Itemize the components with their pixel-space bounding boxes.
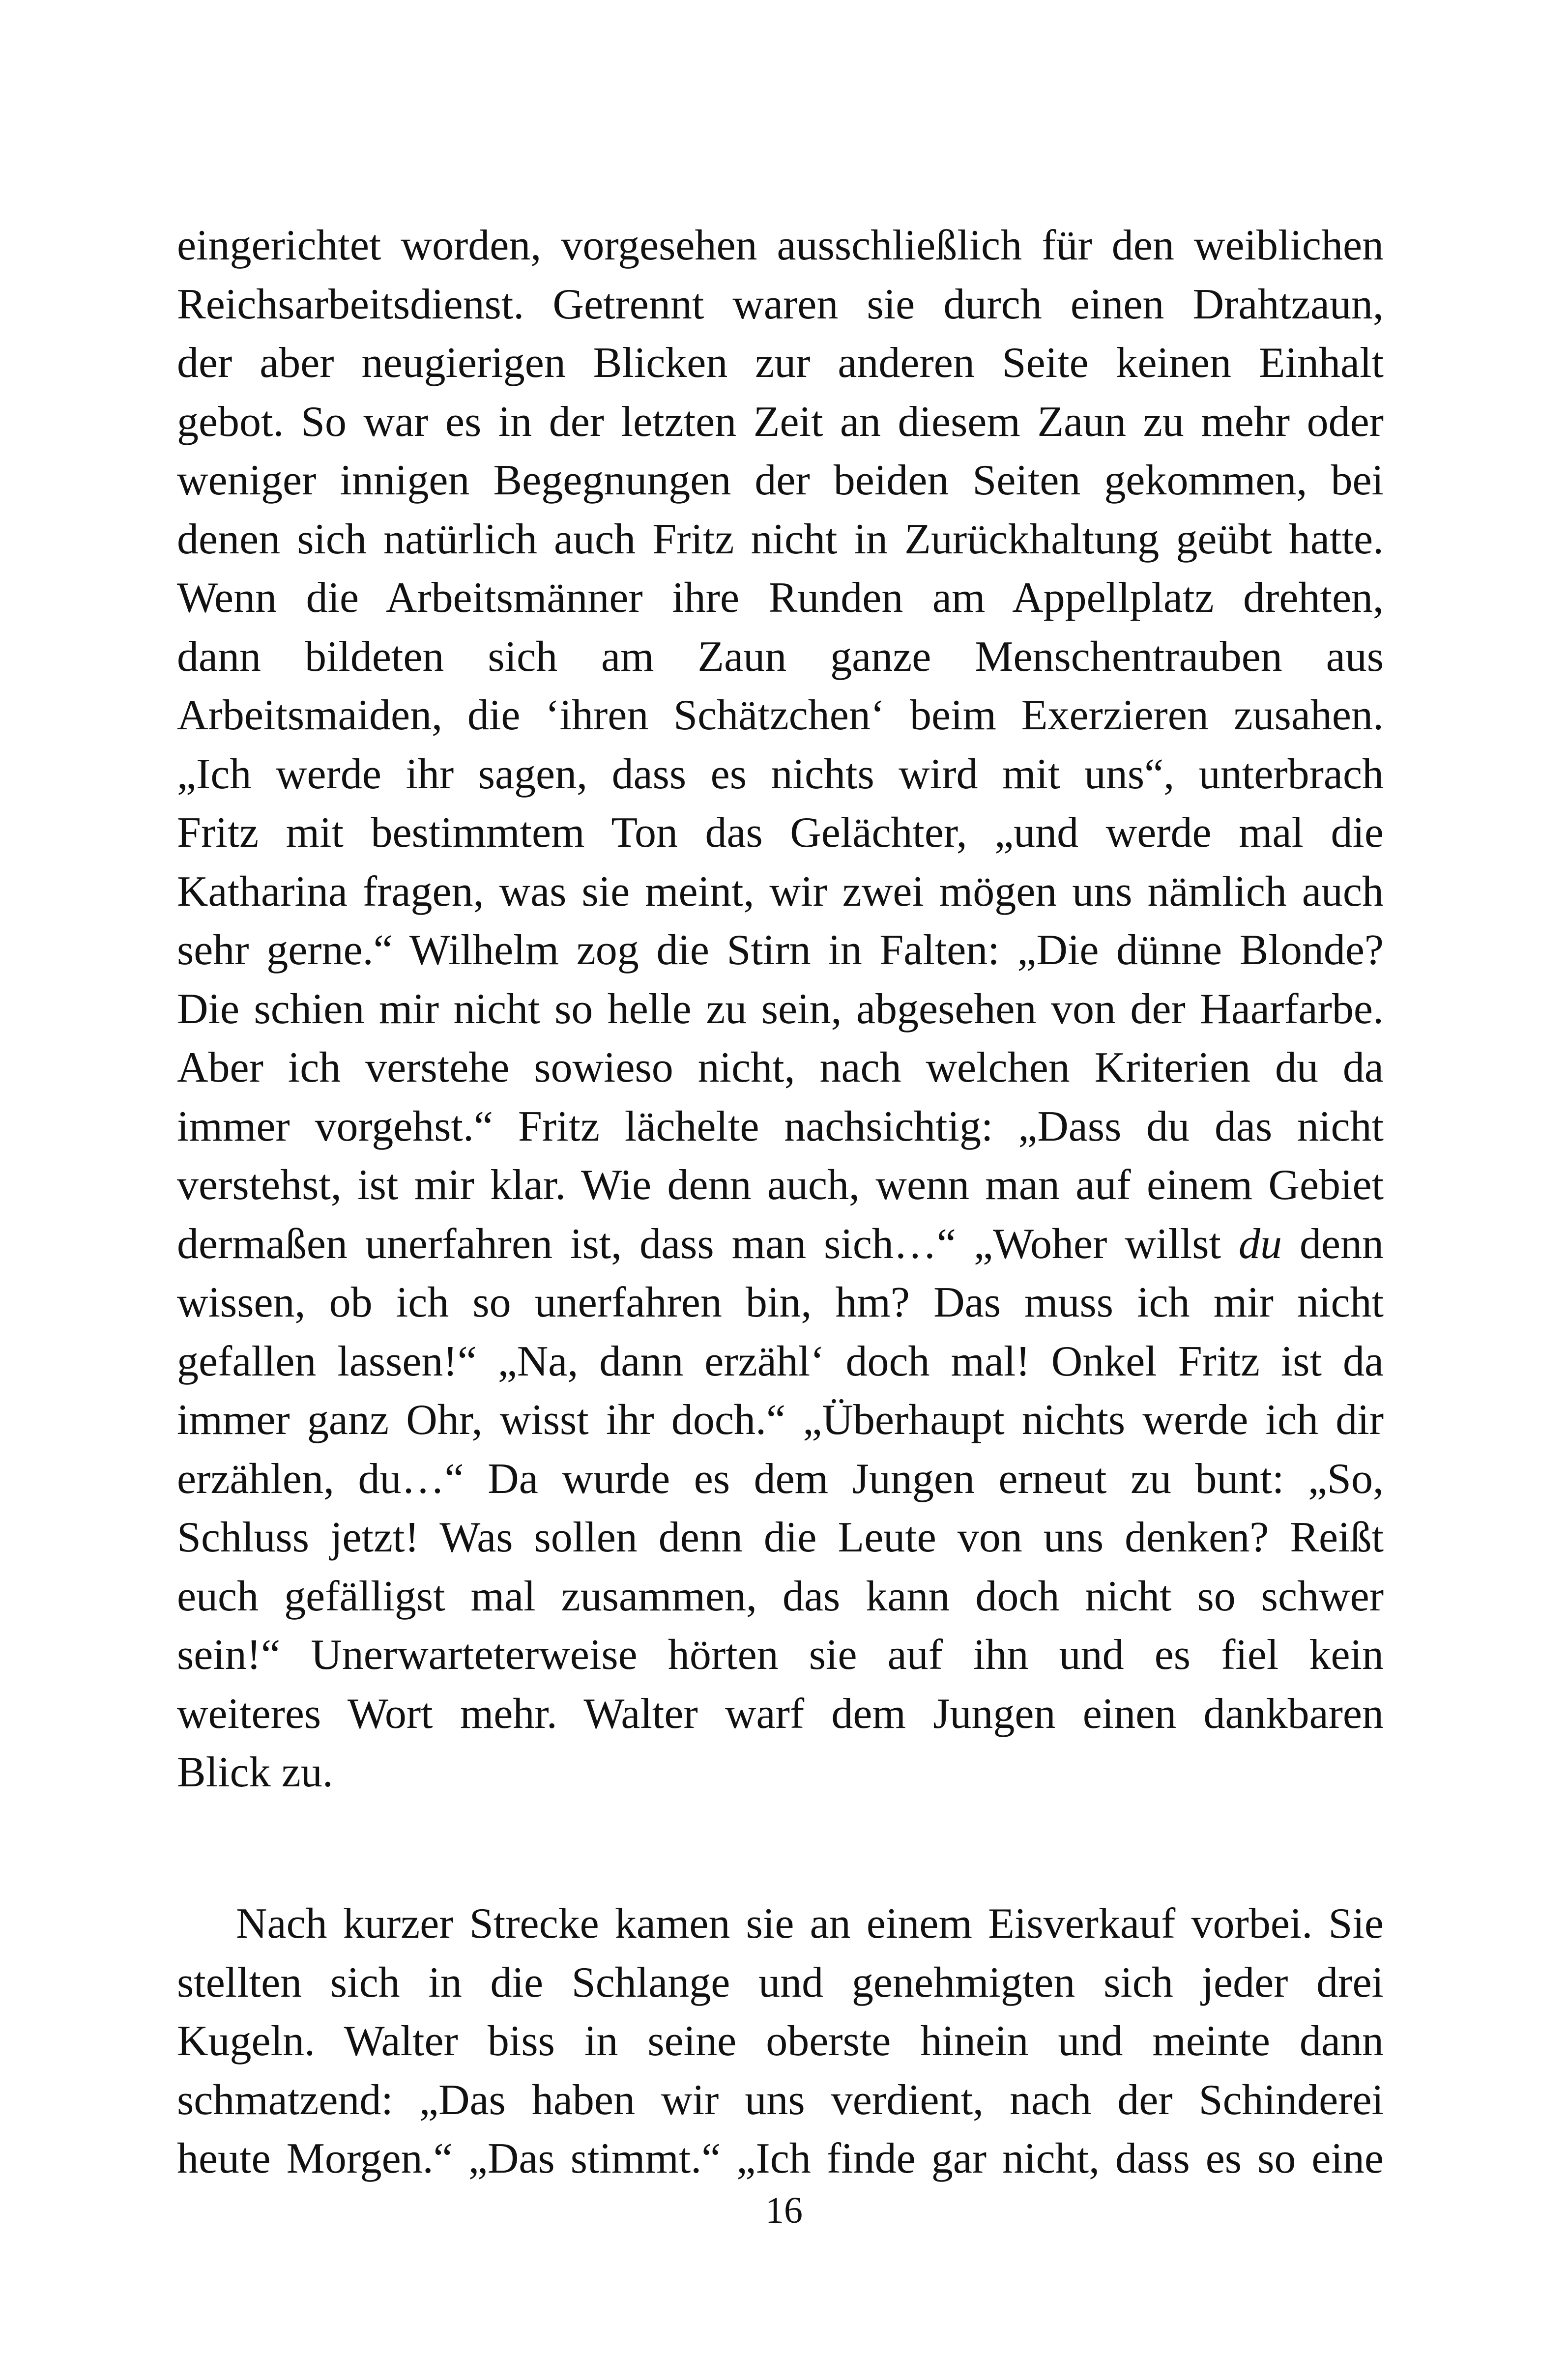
text-line: erzählen, du…“ Da wurde es dem Jungen erneut zu bunt: „So, xyxy=(177,1455,1384,1503)
text-line: eingerichtet worden, vorgesehen ausschließlich für den weiblichen xyxy=(177,222,1384,269)
text-line: weiteres Wort mehr. Walter warf dem Jungen einen dankbaren xyxy=(177,1690,1384,1738)
emphasized-word: du xyxy=(1238,1220,1282,1268)
text-line: euch gefälligst mal zusammen, das kann doch nicht so schwer xyxy=(177,1572,1384,1620)
text-line: stellten sich in die Schlange und genehmigten sich jeder drei xyxy=(177,1958,1384,2007)
text-line: Kugeln. Walter biss in seine oberste hinein und meinte dann xyxy=(177,2017,1384,2065)
paragraph-2 xyxy=(177,1894,1384,2188)
page-number: 16 xyxy=(765,2190,803,2231)
text-line: „Ich werde ihr sagen, dass es nichts wird mit uns“, unterbrach xyxy=(177,750,1384,798)
paragraph-1 xyxy=(177,216,1384,1802)
text-line: Fritz mit bestimmtem Ton das Gelächter, „und werde mal die xyxy=(177,809,1384,857)
text-line: immer ganz Ohr, wisst ihr doch.“ „Überhaupt nichts werde ich dir xyxy=(177,1396,1384,1444)
text-line: denen sich natürlich auch Fritz nicht in Zurückhaltung geübt hatte. xyxy=(177,515,1384,563)
text-line: Reichsarbeitsdienst. Getrennt waren sie durch einen Drahtzaun, xyxy=(177,280,1384,328)
text-line: verstehst, ist mir klar. Wie denn auch, wenn man auf einem Gebiet xyxy=(177,1161,1384,1209)
text-line: sein!“ Unerwarteterweise hörten sie auf ihn und es fiel kein xyxy=(177,1631,1384,1679)
text-line: immer vorgehst.“ Fritz lächelte nachsichtig: „Dass du das nicht xyxy=(177,1102,1384,1150)
text-line: der aber neugierigen Blicken zur anderen Seite keinen Einhalt xyxy=(177,339,1384,387)
text-line-with-emphasis xyxy=(177,1215,1384,1274)
text-line: Schluss jetzt! Was sollen denn die Leute von uns denken? Reißt xyxy=(177,1514,1384,1561)
text-line: heute Morgen.“ „Das stimmt.“ „Ich finde gar nicht, dass es so eine xyxy=(177,2135,1384,2182)
text-line: weniger innigen Begegnungen der beiden Seiten gekommen, bei xyxy=(177,457,1384,504)
text-segment: dermaßen unerfahren ist, dass man sich…“ „Woher willst xyxy=(177,1220,1239,1268)
text-line: sehr gerne.“ Wilhelm zog die Stirn in Falten: „Die dünne Blonde? xyxy=(177,926,1384,974)
text-segment: denn xyxy=(1281,1220,1384,1268)
text-line: schmatzend: „Das haben wir uns verdient, nach der Schinderei xyxy=(177,2076,1384,2124)
text-line: gebot. So war es in der letzten Zeit an diesem Zaun zu mehr oder xyxy=(177,398,1384,446)
text-line: Nach kurzer Strecke kamen sie an einem Eisverkauf vorbei. Sie xyxy=(236,1900,1384,1948)
text-line: Wenn die Arbeitsmänner ihre Runden am Appellplatz drehten, xyxy=(177,574,1384,622)
text-line: gefallen lassen!“ „Na, dann erzähl‘ doch mal! Onkel Fritz ist da xyxy=(177,1337,1384,1385)
text-line: Die schien mir nicht so helle zu sein, abgesehen von der Haarfarbe. xyxy=(177,985,1384,1033)
text-line: Aber ich verstehe sowieso nicht, nach welchen Kriterien du da xyxy=(177,1044,1384,1091)
text-line: Arbeitsmaiden, die ‘ihren Schätzchen‘ beim Exerzieren zusahen. xyxy=(177,691,1384,739)
text-line: Katharina fragen, was sie meint, wir zwei mögen uns nämlich auch xyxy=(177,867,1384,916)
text-line: Blick zu. xyxy=(177,1749,333,1796)
text-line: wissen, ob ich so unerfahren bin, hm? Das muss ich mir nicht xyxy=(177,1279,1384,1326)
text-line: dann bildeten sich am Zaun ganze Menschentrauben aus xyxy=(177,632,1384,681)
